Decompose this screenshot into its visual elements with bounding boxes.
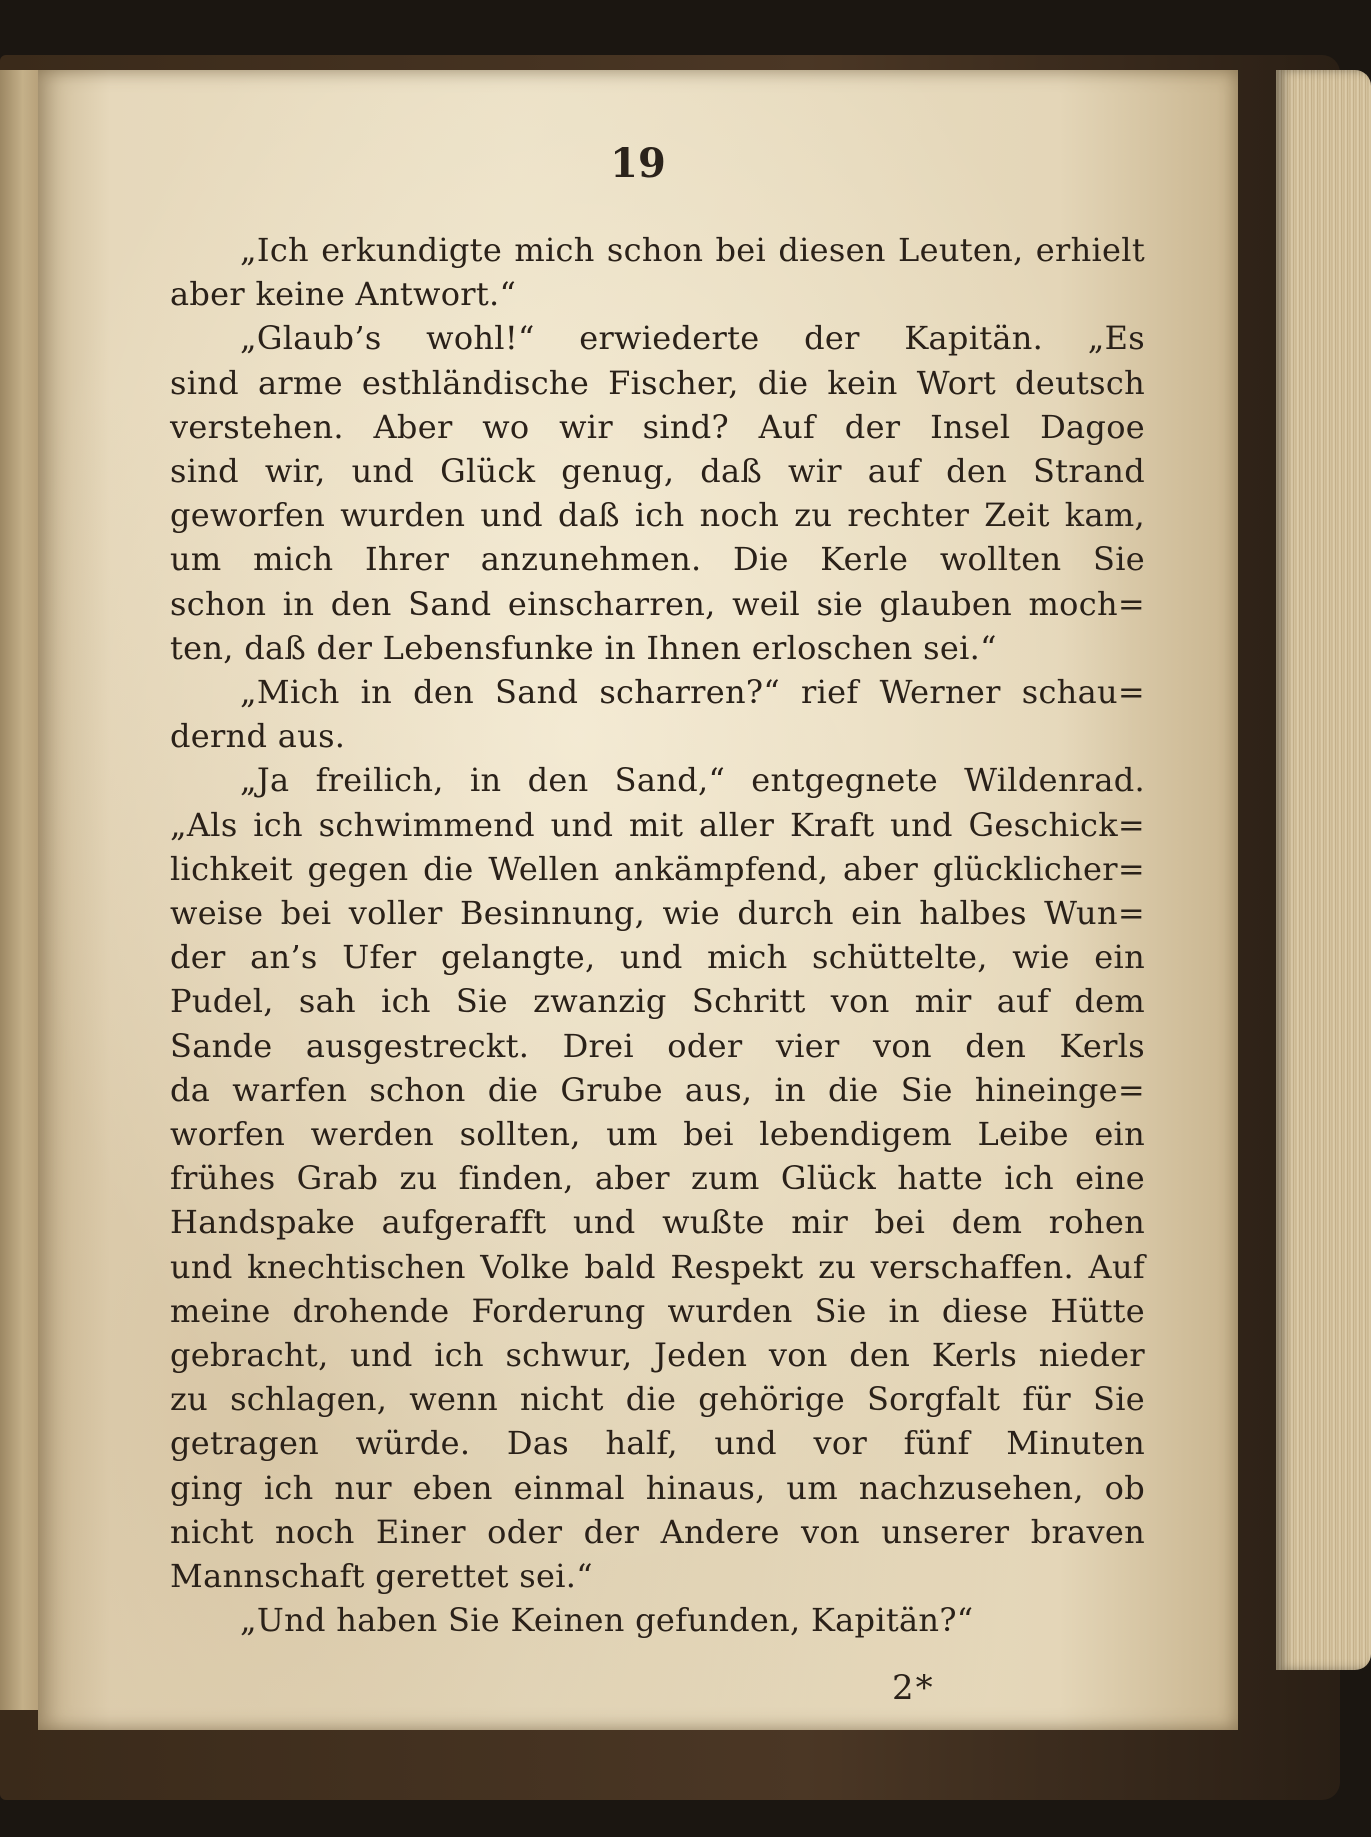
text-line: schon in den Sand einscharren, weil sie glauben moch=	[170, 584, 1145, 623]
text-line: aber keine Antwort.“	[170, 275, 517, 314]
text-line: Pudel, sah ich Sie zwanzig Schritt von mir auf dem	[170, 982, 1145, 1021]
book-page	[38, 70, 1238, 1730]
text-line: und knechtischen Volke bald Respekt zu verschaffen. Auf	[170, 1247, 1145, 1286]
text-line: Handspake aufgerafft und wußte mir bei dem rohen	[170, 1203, 1145, 1242]
book-gutter	[0, 70, 38, 1710]
text-line: „Glaub’s wohl!“ erwiederte der Kapitän. „Es	[240, 319, 1145, 358]
text-line: da warfen schon die Grube aus, in die Sie hineinge=	[170, 1070, 1145, 1109]
page-number: 19	[610, 140, 666, 187]
text-line: „Als ich schwimmend und mit aller Kraft und Geschick=	[170, 805, 1145, 844]
text-line: Sande ausgestreckt. Drei oder vier von den Kerls	[170, 1026, 1145, 1065]
text-line: sind arme esthländische Fischer, die kein Wort deutsch	[170, 363, 1145, 402]
text-line: Mannschaft gerettet sei.“	[170, 1557, 593, 1596]
text-line: verstehen. Aber wo wir sind? Auf der Insel Dagoe	[170, 407, 1145, 446]
text-line: worfen werden sollten, um bei lebendigem Leibe ein	[170, 1115, 1145, 1154]
text-line: frühes Grab zu finden, aber zum Glück hatte ich eine	[170, 1159, 1145, 1198]
text-line: um mich Ihrer anzunehmen. Die Kerle wollten Sie	[170, 540, 1145, 579]
text-line: geworfen wurden und daß ich noch zu rechter Zeit kam,	[170, 496, 1145, 535]
text-line: „Mich in den Sand scharren?“ rief Werner schau=	[240, 673, 1145, 712]
text-line: dernd aus.	[170, 717, 346, 756]
text-line: lichkeit gegen die Wellen ankämpfend, aber glücklicher=	[170, 849, 1145, 888]
text-line: ging ich nur eben einmal hinaus, um nachzusehen, ob	[170, 1468, 1145, 1507]
text-line: „Ja freilich, in den Sand,“ entgegnete Wildenrad.	[240, 761, 1145, 800]
text-line: „Und haben Sie Keinen gefunden, Kapitän?“	[240, 1601, 974, 1640]
page-edges	[1276, 70, 1371, 1670]
text-line: nicht noch Einer oder der Andere von unserer braven	[170, 1512, 1145, 1551]
text-line: meine drohende Forderung wurden Sie in diese Hütte	[170, 1291, 1145, 1330]
text-line: getragen würde. Das half, und vor fünf Minuten	[170, 1424, 1145, 1463]
signature-mark: 2*	[892, 1668, 935, 1708]
text-line: der an’s Ufer gelangte, und mich schüttelte, wie ein	[170, 938, 1145, 977]
text-line: gebracht, und ich schwur, Jeden von den Kerls nieder	[170, 1336, 1145, 1375]
text-line: ten, daß der Lebensfunke in Ihnen erloschen sei.“	[170, 628, 997, 667]
text-line: zu schlagen, wenn nicht die gehörige Sorgfalt für Sie	[170, 1380, 1145, 1419]
text-line: sind wir, und Glück genug, daß wir auf den Strand	[170, 452, 1145, 491]
page-text	[170, 228, 1145, 1643]
text-line: „Ich erkundigte mich schon bei diesen Leuten, erhielt	[240, 231, 1145, 269]
text-line: weise bei voller Besinnung, wie durch ein halbes Wun=	[170, 894, 1145, 933]
